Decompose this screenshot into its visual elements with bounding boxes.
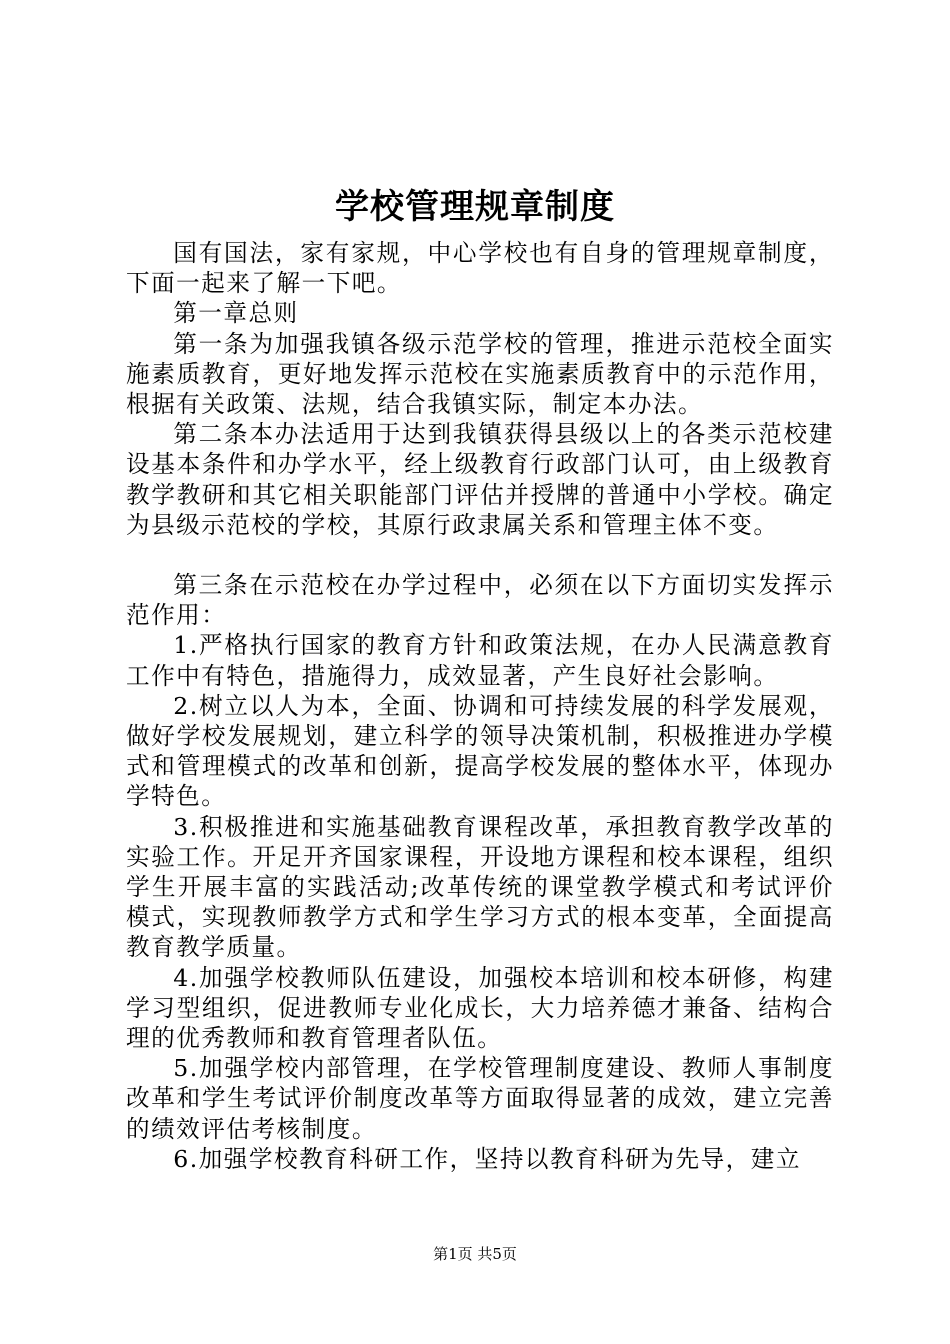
chapter-heading: 第一章总则: [173, 299, 299, 328]
article-paragraph: 第一条为加强我镇各级示范学校的管理，推进示范校全面实施素质教育，更好地发挥示范校在实施素质教育中的示范作用，根据有关政策、法规，结合我镇实际，制定本办法。: [126, 329, 834, 419]
list-item: 5.加强学校内部管理，在学校管理制度建设、教师人事制度改革和学生考试评价制度改革等方面取得显著的成效，建立完善的绩效评估考核制度。: [126, 1054, 834, 1143]
list-item: 1.严格执行国家的教育方针和政策法规，在办人民满意教育工作中有特色，措施得力，成效显著，产生良好社会影响。: [126, 631, 834, 690]
page-footer: 第1页 共5页: [433, 1245, 517, 1263]
intro-paragraph: 国有国法，家有家规，中心学校也有自身的管理规章制度，下面一起来了解一下吧。: [126, 239, 834, 298]
list-item: 3.积极推进和实施基础教育课程改革，承担教育教学改革的实验工作。开足开齐国家课程，开设地方课程和校本课程，组织学生开展丰富的实践活动;改革传统的课堂教学模式和考试评价模式，实现教师教学方式和学生学习方式的根本变革，全面提高教育教学质量。: [126, 812, 834, 962]
document-body: [126, 238, 834, 1174]
list-item: 4.加强学校教师队伍建设，加强校本培训和校本研修，构建学习型组织，促进教师专业化成长，大力培养德才兼备、结构合理的优秀教师和教育管理者队伍。: [126, 963, 834, 1053]
document-title: 学校管理规章制度: [335, 187, 615, 227]
article-paragraph: 第二条本办法适用于达到我镇获得县级以上的各类示范校建设基本条件和办学水平，经上级教育行政部门认可，由上级教育教学教研和其它相关职能部门评估并授牌的普通中小学校。确定为县级示范校的学校，其原行政隶属关系和管理主体不变。: [126, 420, 834, 539]
article-paragraph: 第三条在示范校在办学过程中，必须在以下方面切实发挥示范作用：: [126, 571, 834, 630]
list-item: 6.加强学校教育科研工作，坚持以教育科研为先导，建立: [173, 1144, 801, 1173]
list-item: 2.树立以人为本，全面、协调和可持续发展的科学发展观，做好学校发展规划，建立科学的领导决策机制，积极推进办学模式和管理模式的改革和创新，提高学校发展的整体水平，体现办学特色。: [126, 691, 834, 811]
